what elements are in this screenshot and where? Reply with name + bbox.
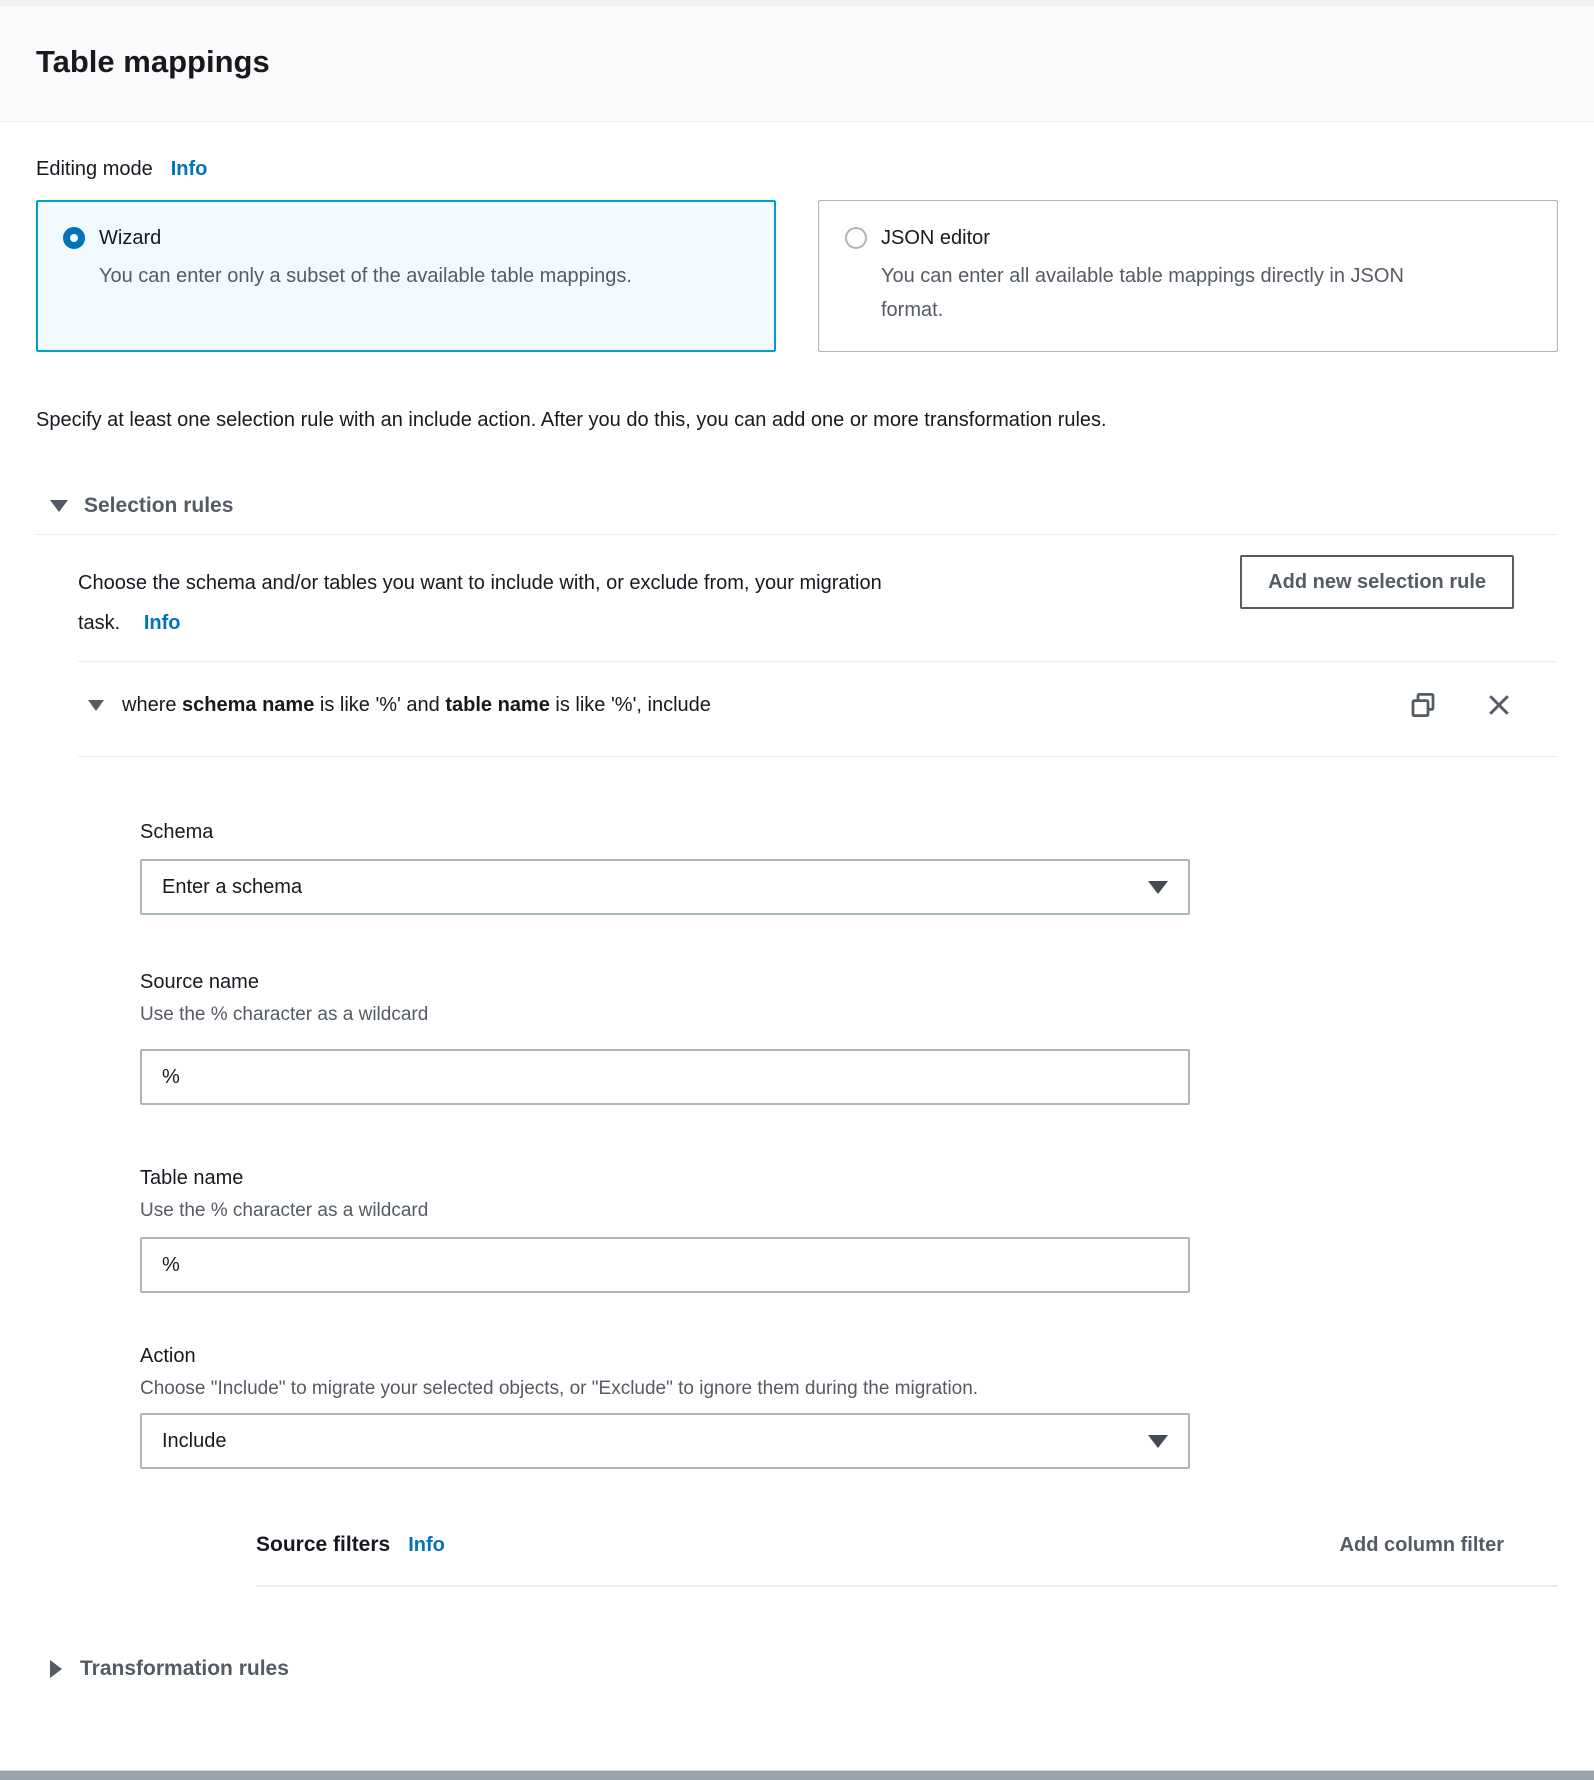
schema-select-value: Enter a schema bbox=[162, 875, 303, 898]
table-name-field-group bbox=[140, 1165, 1190, 1293]
table-name-input[interactable] bbox=[140, 1237, 1190, 1293]
chevron-down-icon[interactable] bbox=[88, 700, 104, 711]
footer-bar bbox=[0, 1770, 1594, 1780]
source-filters-info-link[interactable]: Info bbox=[408, 1534, 445, 1556]
selection-rules-section bbox=[78, 555, 1558, 1587]
selection-rules-header[interactable] bbox=[50, 492, 1558, 520]
tile-json-editor-description: You can enter all available table mappings directly in JSON format. bbox=[881, 265, 1404, 321]
action-hint: Choose "Include" to migrate your selected objects, or "Exclude" to ignore them during the migration. bbox=[140, 1378, 979, 1399]
editing-mode-row bbox=[36, 156, 1558, 182]
selection-rules-description: Choose the schema and/or tables you want to include with, or exclude from, your migration task. Info bbox=[78, 572, 882, 634]
chevron-down-icon bbox=[50, 500, 68, 512]
intro-text: Specify at least one selection rule with an include action. After you do this, you can add one or more transformation rules. bbox=[36, 409, 1107, 431]
radio-json-editor[interactable] bbox=[845, 227, 867, 249]
source-filters-section bbox=[78, 1531, 1558, 1587]
editing-mode-tiles bbox=[36, 200, 1558, 352]
main-content bbox=[0, 156, 1594, 1683]
page-title: Table mappings bbox=[36, 44, 270, 79]
transformation-rules-title: Transformation rules bbox=[80, 1657, 289, 1680]
remove-rule-button[interactable] bbox=[1484, 690, 1514, 720]
action-select-value: Include bbox=[162, 1429, 227, 1452]
table-name-hint: Use the % character as a wildcard bbox=[140, 1200, 429, 1221]
caret-down-icon bbox=[1148, 1435, 1168, 1448]
page-header bbox=[0, 6, 1594, 122]
divider bbox=[36, 534, 1558, 535]
table-name-label: Table name bbox=[140, 1167, 244, 1189]
radio-wizard-selected[interactable] bbox=[63, 227, 85, 249]
source-filters-title: Source filters bbox=[256, 1533, 391, 1556]
editing-mode-label: Editing mode bbox=[36, 158, 153, 180]
chevron-right-icon bbox=[50, 1660, 62, 1678]
selection-rules-intro-row bbox=[78, 555, 1558, 643]
rule-summary: where schema name is like '%' and table name is like '%', include bbox=[122, 694, 711, 716]
tile-json-editor-label: JSON editor bbox=[881, 227, 990, 249]
source-name-hint: Use the % character as a wildcard bbox=[140, 1004, 429, 1025]
tile-wizard-label: Wizard bbox=[99, 227, 162, 249]
schema-field-group bbox=[140, 819, 1190, 915]
add-selection-rule-button[interactable]: Add new selection rule bbox=[1240, 555, 1514, 609]
schema-select[interactable] bbox=[140, 859, 1190, 915]
close-icon bbox=[1484, 690, 1514, 720]
rule-header bbox=[78, 662, 1558, 756]
source-name-label: Source name bbox=[140, 971, 259, 993]
caret-down-icon bbox=[1148, 881, 1168, 894]
action-select[interactable] bbox=[140, 1413, 1190, 1469]
schema-label: Schema bbox=[140, 821, 214, 843]
copy-icon bbox=[1408, 690, 1438, 720]
action-label: Action bbox=[140, 1345, 196, 1367]
tile-json-editor[interactable] bbox=[818, 200, 1558, 352]
divider bbox=[256, 1585, 1558, 1587]
source-name-field-group bbox=[140, 969, 1190, 1105]
source-name-input[interactable] bbox=[140, 1049, 1190, 1105]
rule-actions bbox=[1408, 690, 1514, 720]
selection-rules-info-link[interactable]: Info bbox=[143, 612, 181, 634]
editing-mode-info-link[interactable]: Info bbox=[170, 158, 208, 180]
action-field-group bbox=[140, 1343, 1190, 1469]
add-column-filter-button[interactable]: Add column filter bbox=[1334, 1533, 1510, 1558]
duplicate-rule-button[interactable] bbox=[1408, 690, 1438, 720]
tile-wizard[interactable] bbox=[36, 200, 776, 352]
divider bbox=[78, 756, 1558, 757]
transformation-rules-header[interactable] bbox=[50, 1655, 1558, 1683]
rule-form bbox=[140, 819, 1190, 1469]
selection-rules-title: Selection rules bbox=[84, 494, 234, 517]
tile-wizard-description: You can enter only a subset of the available table mappings. bbox=[99, 265, 632, 287]
